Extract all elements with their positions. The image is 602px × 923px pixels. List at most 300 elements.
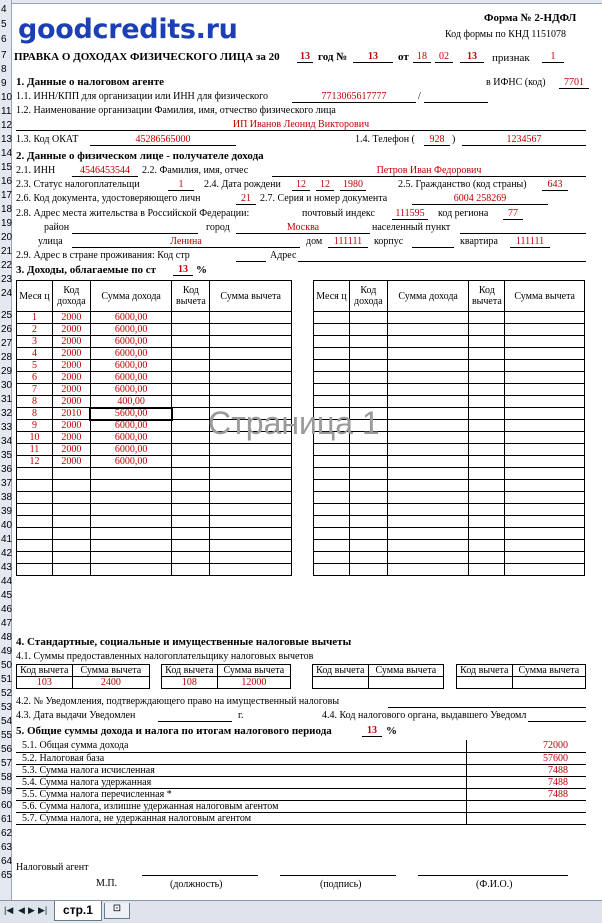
totals-value[interactable]: 7488 [466, 788, 586, 800]
deduction-sum-cell[interactable] [505, 372, 585, 384]
row-number[interactable]: 52 [1, 688, 13, 699]
deduction-sum-cell[interactable] [505, 552, 585, 564]
s4-2-cell[interactable] [388, 696, 586, 708]
s4-4-cell[interactable] [528, 710, 586, 722]
income-sum-cell[interactable] [387, 468, 469, 480]
income-sum-cell[interactable] [387, 372, 469, 384]
deduction-code-cell[interactable] [172, 456, 210, 468]
deduction-sum-cell[interactable] [210, 324, 292, 336]
apt-cell[interactable]: 111111 [510, 236, 550, 248]
month-cell[interactable] [314, 564, 350, 576]
last-sheet-icon[interactable]: ▶| [38, 905, 48, 915]
row-number[interactable]: 60 [1, 800, 13, 811]
sheet-tab-page1[interactable]: стр.1 [54, 901, 102, 921]
income-code-cell[interactable]: 2000 [52, 420, 90, 432]
okato-cell[interactable]: 45286565000 [90, 134, 236, 146]
deduction-code-cell[interactable] [469, 552, 505, 564]
deduction-code-cell[interactable] [172, 540, 210, 552]
income-sum-cell[interactable]: 6000,00 [90, 384, 172, 396]
korpus-cell[interactable] [412, 236, 454, 248]
row-number[interactable]: 40 [1, 520, 13, 531]
deduction-sum-cell[interactable] [210, 540, 292, 552]
income-code-cell[interactable] [349, 312, 387, 324]
deduction-sum-cell[interactable] [210, 372, 292, 384]
ded-code-cell[interactable]: 103 [17, 677, 73, 689]
ded-sum-cell[interactable]: 12000 [217, 677, 290, 689]
income-code-cell[interactable] [52, 480, 90, 492]
income-sum-cell[interactable]: 6000,00 [90, 312, 172, 324]
income-code-cell[interactable] [52, 492, 90, 504]
income-code-cell[interactable]: 2000 [52, 384, 90, 396]
income-sum-cell[interactable] [387, 564, 469, 576]
month-cell[interactable] [314, 360, 350, 372]
month-cell[interactable] [314, 324, 350, 336]
deduction-sum-cell[interactable] [505, 396, 585, 408]
deduction-sum-cell[interactable] [505, 504, 585, 516]
income-code-cell[interactable] [349, 444, 387, 456]
kpp-cell[interactable] [424, 91, 488, 103]
deduction-sum-cell[interactable] [505, 336, 585, 348]
row-number[interactable]: 56 [1, 744, 13, 755]
deduction-code-cell[interactable] [172, 348, 210, 360]
settlement-cell[interactable] [460, 222, 586, 234]
income-sum-cell[interactable]: 6000,00 [90, 324, 172, 336]
house-cell[interactable]: 111111 [328, 236, 368, 248]
deduction-sum-cell[interactable] [210, 348, 292, 360]
income-sum-cell[interactable] [90, 504, 172, 516]
row-number[interactable]: 21 [1, 246, 13, 257]
month-cell[interactable] [17, 480, 53, 492]
deduction-sum-cell[interactable] [210, 312, 292, 324]
row-number[interactable]: 35 [1, 450, 13, 461]
month-cell[interactable] [17, 504, 53, 516]
row-number[interactable]: 30 [1, 380, 13, 391]
foreign-addr-cell[interactable] [298, 250, 586, 262]
income-code-cell[interactable]: 2010 [52, 408, 90, 420]
month-cell[interactable] [314, 348, 350, 360]
deduction-code-cell[interactable] [469, 492, 505, 504]
row-number[interactable]: 64 [1, 856, 13, 867]
deduction-code-cell[interactable] [172, 324, 210, 336]
row-number[interactable]: 17 [1, 190, 13, 201]
ded-sum-cell[interactable]: 2400 [72, 677, 149, 689]
deduction-sum-cell[interactable] [505, 312, 585, 324]
income-code-cell[interactable] [349, 480, 387, 492]
month-cell[interactable]: 2 [17, 324, 53, 336]
row-number[interactable]: 25 [1, 310, 13, 321]
month-cell[interactable] [314, 372, 350, 384]
first-sheet-icon[interactable]: |◀ [4, 905, 14, 915]
income-sum-cell[interactable] [387, 348, 469, 360]
status-cell[interactable]: 1 [168, 179, 194, 191]
income-code-cell[interactable] [52, 552, 90, 564]
citizen-cell[interactable]: 643 [542, 179, 568, 191]
deduction-code-cell[interactable] [172, 504, 210, 516]
month-cell[interactable]: 11 [17, 444, 53, 456]
totals-value[interactable]: 7488 [466, 764, 586, 776]
deduction-code-cell[interactable] [469, 480, 505, 492]
deduction-code-cell[interactable] [172, 384, 210, 396]
row-number[interactable]: 65 [1, 870, 13, 881]
income-sum-cell[interactable]: 6000,00 [90, 372, 172, 384]
ifns-cell[interactable]: 7701 [559, 77, 589, 89]
income-sum-cell[interactable]: 6000,00 [90, 360, 172, 372]
income-sum-cell[interactable] [90, 516, 172, 528]
deduction-code-cell[interactable] [469, 540, 505, 552]
deduction-sum-cell[interactable] [505, 324, 585, 336]
deduction-code-cell[interactable] [172, 468, 210, 480]
row-number[interactable]: 32 [1, 408, 13, 419]
deduction-code-cell[interactable] [469, 360, 505, 372]
deduction-code-cell[interactable] [469, 408, 505, 420]
deduction-sum-cell[interactable] [505, 468, 585, 480]
deduction-code-cell[interactable] [172, 432, 210, 444]
month-cell[interactable] [17, 492, 53, 504]
month-cell[interactable] [17, 468, 53, 480]
row-number[interactable]: 44 [1, 576, 13, 587]
row-number[interactable]: 9 [1, 78, 7, 89]
deduction-sum-cell[interactable] [210, 468, 292, 480]
deduction-sum-cell[interactable] [505, 420, 585, 432]
month-cell[interactable] [17, 516, 53, 528]
inn2-cell[interactable]: 4546453544 [72, 165, 138, 177]
row-number[interactable]: 43 [1, 562, 13, 573]
income-sum-cell[interactable] [387, 552, 469, 564]
deduction-code-cell[interactable] [469, 564, 505, 576]
month-cell[interactable]: 8 [17, 408, 53, 420]
row-number[interactable]: 42 [1, 548, 13, 559]
prev-sheet-icon[interactable]: ◀ [18, 905, 25, 915]
deduction-code-cell[interactable] [469, 396, 505, 408]
deduction-code-cell[interactable] [172, 312, 210, 324]
row-number[interactable]: 8 [1, 64, 7, 75]
deduction-code-cell[interactable] [469, 516, 505, 528]
row-number[interactable]: 37 [1, 478, 13, 489]
row-number[interactable]: 33 [1, 422, 13, 433]
income-code-cell[interactable] [349, 468, 387, 480]
row-number-column[interactable] [0, 0, 12, 900]
column-header-bar[interactable] [12, 0, 602, 4]
income-code-cell[interactable] [349, 372, 387, 384]
income-code-cell[interactable] [52, 564, 90, 576]
deduction-code-cell[interactable] [469, 432, 505, 444]
row-number[interactable]: 28 [1, 352, 13, 363]
income-code-cell[interactable]: 2000 [52, 396, 90, 408]
deduction-code-cell[interactable] [469, 528, 505, 540]
month-cell[interactable]: 5 [17, 360, 53, 372]
income-sum-cell[interactable]: 6000,00 [90, 444, 172, 456]
income-code-cell[interactable] [52, 468, 90, 480]
row-number[interactable]: 31 [1, 394, 13, 405]
fio-cell[interactable]: Петров Иван Федорович [272, 165, 586, 177]
deduction-code-cell[interactable] [172, 336, 210, 348]
income-sum-cell[interactable]: 6000,00 [90, 420, 172, 432]
row-number[interactable]: 26 [1, 324, 13, 335]
deduction-code-cell[interactable] [172, 480, 210, 492]
month-cell[interactable]: 12 [17, 456, 53, 468]
income-code-cell[interactable]: 2000 [52, 312, 90, 324]
income-sum-cell[interactable] [387, 324, 469, 336]
deduction-sum-cell[interactable] [505, 516, 585, 528]
year-cell[interactable]: 13 [297, 51, 313, 63]
month-cell[interactable] [17, 528, 53, 540]
month-cell[interactable] [17, 540, 53, 552]
deduction-code-cell[interactable] [172, 408, 210, 420]
month-cell[interactable] [17, 552, 53, 564]
month-cell[interactable] [314, 456, 350, 468]
row-number[interactable]: 48 [1, 632, 13, 643]
deduction-sum-cell[interactable] [505, 432, 585, 444]
region-cell[interactable]: 77 [503, 208, 523, 220]
postal-cell[interactable]: 111595 [392, 208, 428, 220]
month-cell[interactable] [314, 480, 350, 492]
s4-3-cell[interactable] [158, 710, 232, 722]
income-code-cell[interactable] [349, 384, 387, 396]
doc-cell[interactable]: 21 [236, 193, 256, 205]
income-sum-cell[interactable]: 6000,00 [90, 336, 172, 348]
income-code-cell[interactable] [349, 552, 387, 564]
income-sum-cell[interactable] [387, 516, 469, 528]
deduction-sum-cell[interactable] [210, 360, 292, 372]
income-code-cell[interactable] [349, 504, 387, 516]
month-cell[interactable]: 4 [17, 348, 53, 360]
deduction-sum-cell[interactable] [505, 528, 585, 540]
income-sum-cell[interactable]: 6000,00 [90, 456, 172, 468]
income-code-cell[interactable] [349, 564, 387, 576]
sign-cell[interactable]: 1 [542, 51, 564, 63]
ded-code-cell[interactable]: 108 [162, 677, 218, 689]
doc-series-cell[interactable]: 6004 258269 [412, 193, 548, 205]
month-cell[interactable] [314, 552, 350, 564]
row-number[interactable]: 61 [1, 814, 13, 825]
month-cell[interactable]: 7 [17, 384, 53, 396]
row-number[interactable]: 58 [1, 772, 13, 783]
deduction-code-cell[interactable] [469, 504, 505, 516]
deduction-code-cell[interactable] [172, 360, 210, 372]
income-sum-cell[interactable] [387, 420, 469, 432]
birth-year-cell[interactable]: 1980 [340, 179, 366, 191]
row-number[interactable]: 53 [1, 702, 13, 713]
next-sheet-icon[interactable]: ▶ [28, 905, 35, 915]
deduction-code-cell[interactable] [172, 396, 210, 408]
deduction-code-cell[interactable] [469, 420, 505, 432]
income-sum-cell[interactable] [90, 528, 172, 540]
ded-sum-cell[interactable] [512, 677, 585, 689]
birth-month-cell[interactable]: 12 [316, 179, 334, 191]
ded-code-cell[interactable] [457, 677, 513, 689]
deduction-sum-cell[interactable] [505, 408, 585, 420]
income-sum-cell[interactable] [387, 528, 469, 540]
income-sum-cell[interactable] [387, 456, 469, 468]
deduction-sum-cell[interactable] [210, 528, 292, 540]
income-sum-cell[interactable] [90, 564, 172, 576]
income-code-cell[interactable] [52, 528, 90, 540]
income-sum-cell[interactable] [90, 468, 172, 480]
month-cell[interactable] [314, 444, 350, 456]
date-day-cell[interactable]: 18 [413, 51, 431, 63]
deduction-code-cell[interactable] [172, 444, 210, 456]
city-cell[interactable]: Москва [236, 222, 370, 234]
income-code-cell[interactable] [349, 336, 387, 348]
deduction-code-cell[interactable] [469, 312, 505, 324]
row-number[interactable]: 18 [1, 204, 13, 215]
deduction-sum-cell[interactable] [505, 456, 585, 468]
row-number[interactable]: 39 [1, 506, 13, 517]
row-number[interactable]: 45 [1, 590, 13, 601]
totals-value[interactable] [466, 812, 586, 824]
income-sum-cell[interactable] [387, 360, 469, 372]
income-sum-cell[interactable] [387, 492, 469, 504]
deduction-sum-cell[interactable] [210, 504, 292, 516]
row-number[interactable]: 16 [1, 176, 13, 187]
deduction-sum-cell[interactable] [210, 564, 292, 576]
month-cell[interactable] [314, 504, 350, 516]
row-number[interactable]: 34 [1, 436, 13, 447]
income-sum-cell[interactable] [90, 492, 172, 504]
month-cell[interactable] [314, 540, 350, 552]
income-code-cell[interactable] [349, 324, 387, 336]
month-cell[interactable]: 6 [17, 372, 53, 384]
row-number[interactable]: 11 [1, 106, 12, 117]
month-cell[interactable]: 8 [17, 396, 53, 408]
row-number[interactable]: 54 [1, 716, 13, 727]
income-sum-cell[interactable] [90, 540, 172, 552]
income-code-cell[interactable] [349, 528, 387, 540]
deduction-sum-cell[interactable] [210, 492, 292, 504]
income-code-cell[interactable]: 2000 [52, 348, 90, 360]
deduction-sum-cell[interactable] [505, 564, 585, 576]
month-cell[interactable]: 3 [17, 336, 53, 348]
income-code-cell[interactable] [349, 516, 387, 528]
row-number[interactable]: 55 [1, 730, 13, 741]
street-cell[interactable]: Ленина [72, 236, 300, 248]
rate-cell[interactable]: 13 [173, 264, 193, 276]
income-sum-cell[interactable] [387, 540, 469, 552]
deduction-sum-cell[interactable] [505, 444, 585, 456]
totals-value[interactable]: 7488 [466, 776, 586, 788]
income-sum-cell[interactable] [387, 312, 469, 324]
income-code-cell[interactable]: 2000 [52, 444, 90, 456]
inn-cell[interactable]: 7713065617777 [292, 91, 416, 103]
birth-day-cell[interactable]: 12 [292, 179, 310, 191]
deduction-sum-cell[interactable] [505, 360, 585, 372]
row-number[interactable]: 29 [1, 366, 13, 377]
ded-code-cell[interactable] [313, 677, 369, 689]
month-cell[interactable] [314, 516, 350, 528]
income-code-cell[interactable] [52, 540, 90, 552]
sec5-rate-cell[interactable]: 13 [362, 725, 382, 737]
month-cell[interactable]: 9 [17, 420, 53, 432]
deduction-code-cell[interactable] [172, 372, 210, 384]
new-sheet-icon[interactable]: ⊡ [104, 903, 130, 919]
income-sum-cell[interactable]: 400,00 [90, 396, 172, 408]
month-cell[interactable] [314, 492, 350, 504]
row-number[interactable]: 24 [1, 288, 13, 299]
deduction-code-cell[interactable] [469, 372, 505, 384]
income-sum-cell[interactable]: 5600,00 [90, 408, 172, 420]
row-number[interactable]: 7 [1, 50, 7, 61]
deduction-code-cell[interactable] [469, 468, 505, 480]
row-number[interactable]: 49 [1, 646, 13, 657]
deduction-sum-cell[interactable] [505, 348, 585, 360]
income-sum-cell[interactable] [387, 480, 469, 492]
row-number[interactable]: 19 [1, 218, 13, 229]
income-sum-cell[interactable] [387, 504, 469, 516]
deduction-code-cell[interactable] [172, 516, 210, 528]
deduction-sum-cell[interactable] [210, 552, 292, 564]
deduction-sum-cell[interactable] [210, 336, 292, 348]
month-cell[interactable] [314, 528, 350, 540]
month-cell[interactable]: 10 [17, 432, 53, 444]
row-number[interactable]: 46 [1, 604, 13, 615]
row-number[interactable]: 13 [1, 134, 13, 145]
income-sum-cell[interactable]: 6000,00 [90, 432, 172, 444]
deduction-code-cell[interactable] [469, 384, 505, 396]
income-code-cell[interactable] [52, 516, 90, 528]
row-number[interactable]: 62 [1, 828, 13, 839]
totals-value[interactable] [466, 800, 586, 812]
totals-value[interactable]: 57600 [466, 752, 586, 764]
deduction-code-cell[interactable] [172, 564, 210, 576]
row-number[interactable]: 22 [1, 260, 13, 271]
income-code-cell[interactable]: 2000 [52, 432, 90, 444]
month-cell[interactable] [314, 468, 350, 480]
income-code-cell[interactable]: 2000 [52, 456, 90, 468]
month-cell[interactable] [314, 312, 350, 324]
agent-name-cell[interactable]: ИП Иванов Леонид Викторович [16, 119, 586, 131]
income-code-cell[interactable]: 2000 [52, 372, 90, 384]
row-number[interactable]: 36 [1, 464, 13, 475]
deduction-code-cell[interactable] [469, 456, 505, 468]
month-cell[interactable]: 1 [17, 312, 53, 324]
row-number[interactable]: 47 [1, 618, 13, 629]
district-cell[interactable] [72, 222, 198, 234]
deduction-sum-cell[interactable] [210, 456, 292, 468]
deduction-sum-cell[interactable] [210, 516, 292, 528]
deduction-sum-cell[interactable] [210, 384, 292, 396]
foreign-country-cell[interactable] [236, 250, 266, 262]
income-sum-cell[interactable]: 6000,00 [90, 348, 172, 360]
income-code-cell[interactable] [349, 540, 387, 552]
row-number[interactable]: 27 [1, 338, 13, 349]
income-code-cell[interactable] [349, 492, 387, 504]
income-sum-cell[interactable] [387, 444, 469, 456]
row-number[interactable]: 14 [1, 148, 13, 159]
row-number[interactable]: 38 [1, 492, 13, 503]
deduction-code-cell[interactable] [469, 348, 505, 360]
deduction-sum-cell[interactable] [210, 480, 292, 492]
ded-sum-cell[interactable] [368, 677, 443, 689]
income-sum-cell[interactable] [387, 396, 469, 408]
num-cell[interactable]: 13 [353, 51, 393, 63]
income-sum-cell[interactable] [90, 480, 172, 492]
month-cell[interactable] [17, 564, 53, 576]
deduction-code-cell[interactable] [172, 528, 210, 540]
date-month-cell[interactable]: 02 [435, 51, 453, 63]
income-sum-cell[interactable] [387, 432, 469, 444]
deduction-sum-cell[interactable] [505, 384, 585, 396]
totals-value[interactable]: 72000 [466, 740, 586, 752]
row-number[interactable]: 10 [1, 92, 13, 103]
deduction-code-cell[interactable] [172, 420, 210, 432]
income-code-cell[interactable]: 2000 [52, 324, 90, 336]
income-sum-cell[interactable] [90, 552, 172, 564]
deduction-sum-cell[interactable] [505, 480, 585, 492]
row-number[interactable]: 20 [1, 232, 13, 243]
row-number[interactable]: 63 [1, 842, 13, 853]
deduction-code-cell[interactable] [172, 552, 210, 564]
deduction-sum-cell[interactable] [505, 492, 585, 504]
